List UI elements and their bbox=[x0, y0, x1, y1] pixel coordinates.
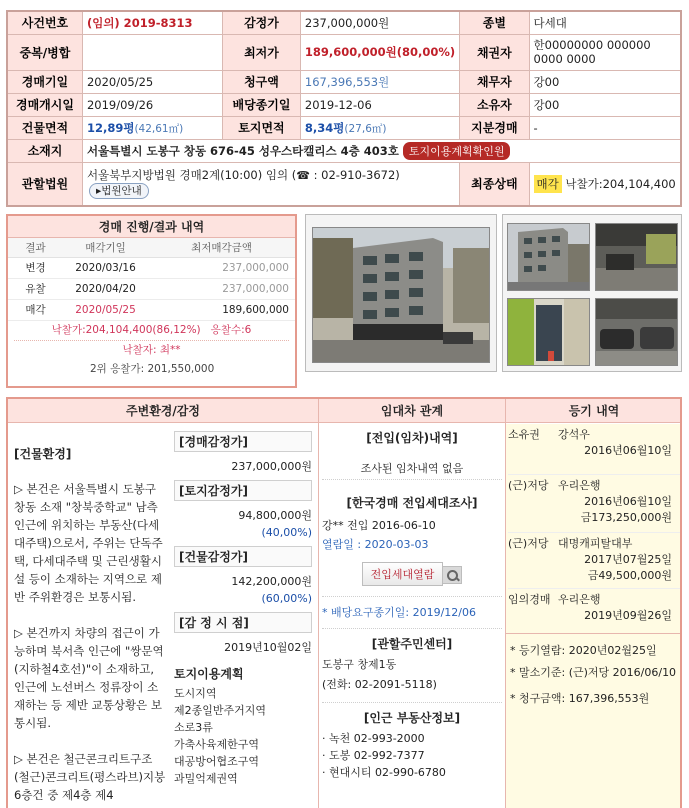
list-item: 대공방어협조구역 bbox=[174, 755, 260, 768]
progress-price: 237,000,000 bbox=[148, 257, 295, 278]
center-title: [관할주민센터] bbox=[371, 637, 453, 651]
type-value: 다세대 bbox=[529, 11, 681, 34]
creditor-label: 채권자 bbox=[460, 34, 529, 70]
progress-title: 경매 진행/결과 내역 bbox=[8, 216, 295, 238]
registry-header: 등기 내역 bbox=[506, 399, 682, 423]
type-label: 종별 bbox=[460, 11, 529, 34]
reg-date: 2019년09월26일 bbox=[584, 609, 672, 622]
reg-type: 소유권 bbox=[508, 428, 540, 441]
tenant-column bbox=[322, 429, 502, 781]
progress-header-row bbox=[8, 238, 295, 257]
start-date-value: 2019/09/26 bbox=[82, 93, 222, 116]
center-name: 도봉구 창제1동 bbox=[322, 658, 397, 671]
appraisal-value: 237,000,000원 bbox=[300, 11, 459, 34]
registry-list bbox=[506, 424, 682, 633]
list-item: · 도봉 02-992-7377 bbox=[322, 749, 425, 762]
auction-progress-panel bbox=[6, 214, 297, 388]
progress-col-date: 매각기일 bbox=[63, 238, 148, 257]
reg-claim-amount: * 청구금액: 167,396,553원 bbox=[510, 692, 650, 705]
survey-title: [한국경매 전입세대조사] bbox=[346, 496, 478, 510]
tenant-none: 조사된 임차내역 없음 bbox=[322, 460, 502, 480]
survey-button-wrap bbox=[322, 562, 502, 586]
land-area-label: 토지면적 bbox=[223, 116, 301, 139]
table-row bbox=[8, 278, 295, 299]
building-photo-image bbox=[313, 228, 490, 363]
detail-section bbox=[6, 397, 682, 808]
claim-label: 청구액 bbox=[223, 70, 301, 93]
winner-name: 낙찰자: 최** bbox=[122, 343, 181, 356]
court-guide-label: 법원안내 bbox=[101, 185, 142, 198]
building-photo-main[interactable] bbox=[312, 227, 490, 363]
court-value: 서울북부지방법원 경매2계(10:00) 임의 (☎ : 02-910-3672) ▸법원안내 bbox=[82, 162, 459, 206]
dividend-end-label: 배당종기일 bbox=[223, 93, 301, 116]
thumbnail-2[interactable] bbox=[595, 223, 678, 291]
list-item: 가축사육제한구역 bbox=[174, 738, 260, 751]
table-row bbox=[8, 299, 295, 320]
min-price-value: 189,600,000원(80,00%) bbox=[300, 34, 459, 70]
building-area-pyeong: 12,89평 bbox=[86, 120, 135, 135]
list-item bbox=[508, 427, 680, 475]
thumbnail-1[interactable] bbox=[507, 223, 590, 291]
reg-name: 우리은행 bbox=[558, 593, 601, 606]
reg-type: 임의경매 bbox=[508, 593, 551, 606]
progress-result: 유찰 bbox=[8, 278, 63, 299]
progress-price: 189,600,000 bbox=[148, 299, 295, 320]
list-item bbox=[508, 533, 680, 589]
merge-label: 중복/병합 bbox=[7, 34, 82, 70]
building-area-m2: (42,61㎡) bbox=[134, 122, 184, 135]
env-paragraph-1: ▷ 본건은 서울특별시 도봉구 창동 소재 "창북중학교" 남측 인근에 위치하는 부동산(다세대주택)으로서, 주위는 단독주택, 다세대주택 및 근린생활시설 등이 소재하는 지역으로 제반 주위환경은 보통시됨. bbox=[14, 482, 163, 604]
progress-result: 매각 bbox=[8, 299, 63, 320]
reg-name: 우리은행 bbox=[558, 479, 601, 492]
progress-col-price: 최저매각금액 bbox=[148, 238, 295, 257]
case-no-label: 사건번호 bbox=[7, 11, 82, 34]
share-value: - bbox=[529, 116, 681, 139]
court-label: 관할법원 bbox=[7, 162, 82, 206]
creditor-value: 한00000000 000000 0000 0000 bbox=[529, 34, 681, 70]
registry-column bbox=[506, 424, 682, 808]
appraise-value: 237,000,000원 bbox=[231, 460, 312, 473]
reg-date: 2016년06월10일 bbox=[584, 495, 672, 508]
env-header: 주변환경/감정 bbox=[8, 399, 318, 423]
land-area-pyeong: 8,34평 bbox=[304, 120, 345, 135]
list-item: 과밀억제권역 bbox=[174, 772, 238, 785]
location-address: 서울특별시 도봉구 창동 676-45 성우스타캘리스 4층 403호 bbox=[86, 143, 399, 158]
owner-label: 소유자 bbox=[460, 93, 529, 116]
progress-date: 2020/04/20 bbox=[63, 278, 148, 299]
search-icon[interactable] bbox=[442, 566, 462, 584]
appraisal-label: 감정가 bbox=[223, 11, 301, 34]
list-item: · 현대시티 02-990-6780 bbox=[322, 766, 446, 779]
reg-view-date: * 등기열람: 2020년02월25일 bbox=[510, 644, 657, 657]
final-status-label: 최종상태 bbox=[460, 162, 529, 206]
auction-date-label: 경매기일 bbox=[7, 70, 82, 93]
dividend-end-value: 2019-12-06 bbox=[300, 93, 459, 116]
reg-amount: 금173,250,000원 bbox=[580, 511, 672, 524]
land-area-m2: (27,6㎡) bbox=[344, 122, 387, 135]
dividend-request-date: * 배당요구종기일: 2019/12/06 bbox=[322, 606, 476, 619]
arrow-right-icon: ▸ bbox=[95, 185, 102, 198]
bidder-count: 응찰수:6 bbox=[210, 323, 252, 336]
survey-view-date: 열람일 : 2020-03-03 bbox=[322, 538, 429, 551]
land-use-plan-badge[interactable]: 토지이용계획확인원 bbox=[403, 142, 511, 160]
land-appraise-title: [토지감정가] bbox=[174, 480, 312, 501]
appraise-point-title: [감 정 시 점] bbox=[174, 612, 312, 633]
land-appraise-pct: (40,00%) bbox=[261, 526, 312, 539]
court-guide-button[interactable] bbox=[89, 183, 149, 199]
auction-date-value: 2020/05/25 bbox=[82, 70, 222, 93]
reg-date: 2017년07월25일 bbox=[584, 553, 672, 566]
tenant-survey-button[interactable]: 전입세대열람 bbox=[362, 562, 444, 586]
phone-icon: ☎ bbox=[296, 169, 310, 183]
debtor-value: 강00 bbox=[529, 70, 681, 93]
appraise-point-value: 2019년10월02일 bbox=[224, 641, 312, 654]
registry-notes bbox=[506, 633, 682, 710]
list-item: · 녹천 02-993-2000 bbox=[322, 732, 425, 745]
thumbnail-1-image bbox=[508, 224, 590, 291]
bld-appraise-pct: (60,00%) bbox=[261, 592, 312, 605]
reg-amount: 금49,500,000원 bbox=[587, 569, 672, 582]
progress-date: 2020/05/25 bbox=[63, 299, 148, 320]
claim-value: 167,396,553원 bbox=[300, 70, 459, 93]
progress-result: 변경 bbox=[8, 257, 63, 278]
land-area-value bbox=[300, 116, 459, 139]
env-paragraph-2: ▷ 본건까지 차량의 접근이 가능하며 북서측 인근에 "쌍문역(지하철4호선)"이 소재하고, 인근에 노선버스 정류장이 소재하는 등 제반 교통상황은 보통시됨. bbox=[14, 626, 164, 730]
debtor-label: 채무자 bbox=[460, 70, 529, 93]
progress-table bbox=[8, 238, 295, 321]
share-label: 지분경매 bbox=[460, 116, 529, 139]
survey-line: 강** 전입 2016-06-10 bbox=[322, 519, 436, 532]
appraisal-column bbox=[174, 431, 312, 787]
location-value bbox=[82, 139, 681, 162]
reg-type: (근)저당 bbox=[508, 479, 549, 492]
list-item bbox=[508, 589, 680, 633]
thumbnail-4-image bbox=[596, 299, 678, 366]
appraise-title: [경매감정가] bbox=[174, 431, 312, 452]
reg-name: 강석우 bbox=[558, 428, 590, 441]
court-phone: 02-910-3672) bbox=[321, 168, 400, 183]
case-info-table bbox=[6, 10, 682, 207]
landuse-list bbox=[174, 685, 312, 787]
case-no-value: (임의) 2019-8313 bbox=[82, 11, 222, 34]
winning-bid: 낙찰가:204,104,400(86,12%) bbox=[51, 323, 201, 336]
court-name: 서울북부지방법원 경매2계(10:00) 임의 ( bbox=[86, 168, 297, 183]
list-item: 제2종일반주거지역 bbox=[174, 704, 267, 717]
second-bid: 2위 응찰가: 201,550,000 bbox=[90, 362, 215, 375]
final-status-price: 낙찰가:204,104,400 bbox=[565, 176, 676, 191]
building-area-value bbox=[82, 116, 222, 139]
final-status-value bbox=[529, 162, 681, 206]
progress-col-result: 결과 bbox=[8, 238, 63, 257]
final-status-badge: 매각 bbox=[534, 175, 562, 193]
reg-type: (근)저당 bbox=[508, 537, 549, 550]
location-label: 소재지 bbox=[7, 139, 82, 162]
reg-name: 대명캐피탈대부 bbox=[558, 537, 633, 550]
reg-date: 2016년06월10일 bbox=[584, 444, 672, 457]
agent-list bbox=[322, 730, 502, 781]
list-item: 소로3류 bbox=[174, 721, 213, 734]
thumbnail-3-image bbox=[508, 299, 590, 366]
env-title: [건물환경] bbox=[14, 447, 72, 461]
thumbnail-4[interactable] bbox=[595, 298, 678, 366]
tenant-title: [전입(임차)내역] bbox=[366, 431, 458, 445]
bld-appraise-title: [건물감정가] bbox=[174, 546, 312, 567]
land-appraise-value: 94,800,000원 bbox=[238, 509, 312, 522]
start-date-label: 경매개시일 bbox=[7, 93, 82, 116]
thumbnail-2-image bbox=[596, 224, 678, 291]
list-item bbox=[508, 475, 680, 533]
merge-value bbox=[82, 34, 222, 70]
reg-extinct-basis: * 말소기준: (근)저당 2016/06/10 bbox=[510, 666, 677, 679]
env-paragraph-3: ▷ 본건은 철근콘크리트구조 (철근)콘크리트(평스라브)지붕 6층건 중 제4층 제4 bbox=[14, 752, 166, 802]
building-area-label: 건물면적 bbox=[7, 116, 82, 139]
winning-bid-summary bbox=[8, 321, 295, 340]
list-item: 도시지역 bbox=[174, 687, 217, 700]
env-description bbox=[14, 445, 166, 804]
min-price-label: 최저가 bbox=[223, 34, 301, 70]
progress-date: 2020/03/16 bbox=[63, 257, 148, 278]
owner-value: 강00 bbox=[529, 93, 681, 116]
bld-appraise-value: 142,200,000원 bbox=[231, 575, 312, 588]
tenant-header: 임대차 관계 bbox=[319, 399, 505, 423]
thumbnail-3[interactable] bbox=[507, 298, 590, 366]
agent-title: [인근 부동산정보] bbox=[363, 711, 461, 725]
table-row bbox=[8, 257, 295, 278]
progress-price: 237,000,000 bbox=[148, 278, 295, 299]
landuse-title: 토지이용계획 bbox=[174, 667, 244, 681]
center-phone: (전화: 02-2091-5118) bbox=[322, 678, 437, 691]
